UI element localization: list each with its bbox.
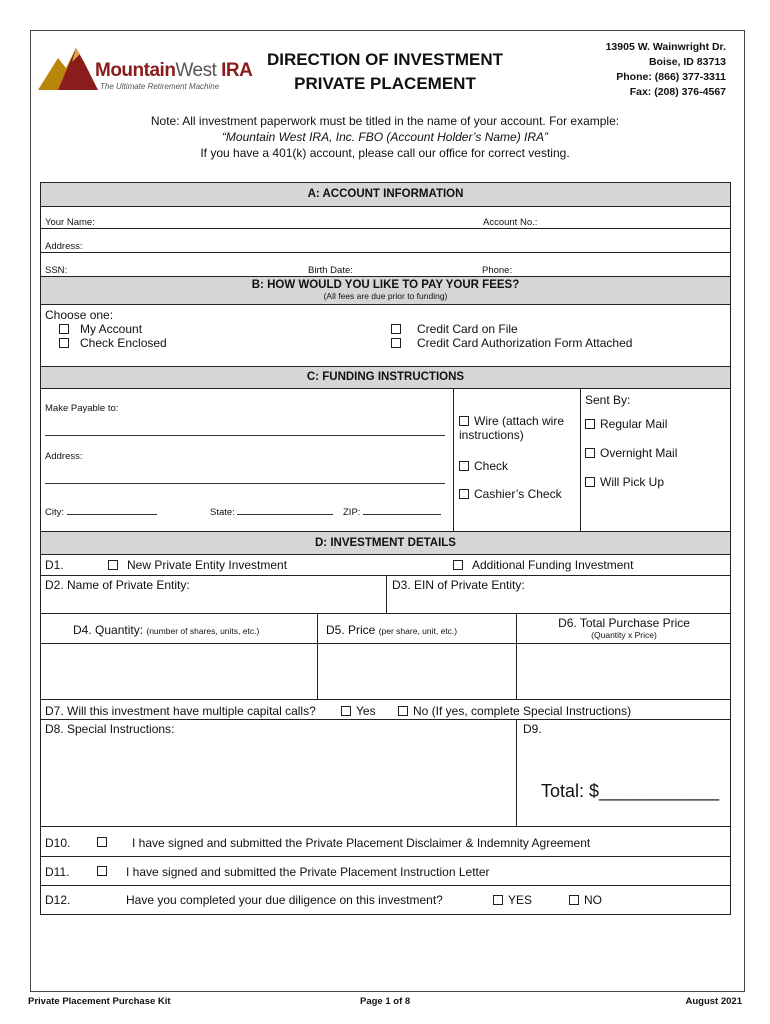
d10-checkbox[interactable] [97,837,107,847]
d6-total-input[interactable] [517,644,731,699]
payable-to-line[interactable] [45,435,445,436]
method-cashiers-check[interactable] [459,487,562,501]
d7-question: D7. Will this investment have multiple capital calls? [45,704,316,718]
funding-address-label: Address: [45,451,83,462]
note-line-3: If you have a 401(k) account, please call our office for correct vesting. [200,146,570,160]
option-check-enclosed[interactable] [59,336,167,350]
section-d-heading: D: INVESTMENT DETAILS [41,532,730,555]
method-check[interactable] [459,459,508,473]
d2-d3-row [41,576,730,614]
option-label: Credit Card Authorization Form Attached [417,336,633,350]
title-line-2: PRIVATE PLACEMENT [294,74,476,93]
d10-row [41,827,730,857]
d10-text: I have signed and submitted the Private Placement Disclaimer & Indemnity Agreement [132,836,591,850]
d5-note: (per share, unit, etc.) [378,626,458,636]
d1-option-label: Additional Funding Investment [472,558,634,572]
checkbox[interactable] [59,324,69,334]
d12-text: Have you completed your due diligence on this investment? [126,893,443,907]
zip-field[interactable] [343,507,441,518]
d4-title: D4. Quantity: [73,623,144,637]
city-field[interactable] [45,507,157,518]
d4-quantity-label [73,623,259,637]
checkbox[interactable] [459,416,469,426]
d5-title: D5. Price [326,623,376,637]
divider [386,576,387,613]
address-row [41,229,730,253]
sent-regular-mail[interactable] [585,417,667,431]
ssn-row [41,253,730,277]
checkbox[interactable] [493,895,503,905]
d6-note: (Quantity x Price) [591,630,657,640]
section-c-heading: C: FUNDING INSTRUCTIONS [41,367,730,389]
d12-yes[interactable] [493,893,532,907]
d12-yes-label: YES [508,893,533,907]
method-label: Check [474,459,509,473]
logo-tagline: The Ultimate Retirement Machine [100,82,220,91]
document-title [250,48,520,96]
sent-overnight-mail[interactable] [585,446,677,460]
divider [580,389,581,531]
sent-label: Will Pick Up [600,475,665,489]
company-address [606,40,726,100]
d9-label: D9. [523,722,542,736]
option-credit-card-on-file[interactable] [391,322,518,336]
d12-no-label: NO [584,893,602,907]
section-b-title: B: HOW WOULD YOU LIKE TO PAY YOUR FEES? [251,279,520,291]
d11-row [41,857,730,886]
d1-option-label: New Private Entity Investment [127,558,288,572]
d7-no[interactable] [398,704,631,718]
sent-will-pick-up[interactable] [585,475,664,489]
address-phone: Phone: (866) 377-3311 [616,71,726,83]
address-fax: Fax: (208) 376-4567 [629,86,726,98]
checkbox[interactable] [459,489,469,499]
your-name-field[interactable]: Your Name: [45,217,95,228]
ssn-field[interactable]: SSN: [45,265,68,276]
d4-d6-header-row [41,614,730,644]
footer-page-number: Page 1 of 8 [360,996,411,1007]
d4-d6-input-row [41,644,730,700]
option-my-account[interactable] [59,322,142,336]
method-wire[interactable] [459,414,579,442]
divider [453,389,454,531]
d8-special-instructions[interactable]: D8. Special Instructions: [45,722,175,736]
checkbox[interactable] [398,706,408,716]
d1-label: D1. [45,558,64,572]
section-a-heading: A: ACCOUNT INFORMATION [41,183,730,207]
note-line-1: Note: All investment paperwork must be titled in the name of your account. For example: [150,114,620,128]
option-label: My Account [80,322,143,336]
footer-kit-name: Private Placement Purchase Kit [28,996,171,1007]
d4-note: (number of shares, units, etc.) [146,626,260,636]
d7-no-label: No (If yes, complete Special Instructions) [413,704,632,718]
divider [516,720,517,826]
section-b-subtitle: (All fees are due prior to funding) [323,291,448,301]
d7-yes[interactable] [341,704,376,718]
d2-entity-name-field[interactable]: D2. Name of Private Entity: [45,578,190,592]
birth-date-field[interactable]: Birth Date: [308,265,353,276]
checkbox[interactable] [391,324,401,334]
checkbox[interactable] [585,419,595,429]
d5-price-label [326,623,457,637]
vesting-note [0,113,770,161]
option-credit-card-form[interactable] [391,336,632,350]
account-name-row [41,207,730,229]
zip-label: ZIP: [343,507,364,518]
state-label: State: [210,507,238,518]
checkbox[interactable] [391,338,401,348]
title-line-1: DIRECTION OF INVESTMENT [266,50,504,69]
d1-additional-funding[interactable] [453,558,633,572]
d11-checkbox[interactable] [97,866,107,876]
method-label: Cashier’s Check [474,487,562,501]
checkbox[interactable] [585,448,595,458]
investment-form [40,182,731,915]
d5-price-input[interactable] [318,644,515,699]
choose-one-label: Choose one: [45,308,114,322]
d10-label: D10. [45,836,71,850]
logo-wordmark: MountainWest IRA [95,60,253,81]
d8-d9-row [41,720,730,827]
account-number-field[interactable]: Account No.: [483,217,538,228]
phone-field[interactable]: Phone: [482,265,513,276]
d7-yes-label: Yes [356,704,376,718]
d6-total-label [517,616,731,640]
d6-title: D6. Total Purchase Price [558,616,690,630]
option-label: Check Enclosed [80,336,167,350]
checkbox[interactable] [585,477,595,487]
address-field[interactable]: Address: [45,241,83,252]
checkbox[interactable] [59,338,69,348]
checkbox[interactable] [341,706,351,716]
address-street: 13905 W. Wainwright Dr. [605,41,726,53]
note-line-2: “Mountain West IRA, Inc. FBO (Account Holder’s Name) IRA” [221,130,549,144]
payable-to-label: Make Payable to: [45,403,119,414]
section-b-heading [41,277,730,305]
sent-label: Regular Mail [600,417,668,431]
checkbox[interactable] [569,895,579,905]
sent-label: Overnight Mail [600,446,678,460]
d7-row [41,700,730,720]
checkbox[interactable] [108,560,118,570]
d11-label: D11. [45,865,70,879]
state-field[interactable] [210,507,333,518]
divider [317,614,318,643]
d12-row [41,886,730,914]
address-city: Boise, ID 83713 [648,56,726,68]
d12-label: D12. [45,893,71,907]
d1-row [41,555,730,576]
d11-text: I have signed and submitted the Private Placement Instruction Letter [126,865,490,879]
checkbox[interactable] [459,461,469,471]
checkbox[interactable] [453,560,463,570]
funding-instructions [41,389,730,532]
city-label: City: [45,507,67,518]
method-label: Wire (attach wire instructions) [459,414,565,442]
d9-total-field[interactable]: Total: $____________ [541,781,720,801]
d3-ein-field[interactable]: D3. EIN of Private Entity: [392,578,525,592]
d4-quantity-input[interactable] [41,644,316,699]
sent-by-label: Sent By: [585,393,631,407]
funding-address-line[interactable] [45,483,445,484]
fee-options [41,305,730,367]
d1-new-entity[interactable] [108,558,287,572]
d12-no[interactable] [569,893,602,907]
option-label: Credit Card on File [417,322,518,336]
footer-date: August 2021 [685,996,742,1007]
